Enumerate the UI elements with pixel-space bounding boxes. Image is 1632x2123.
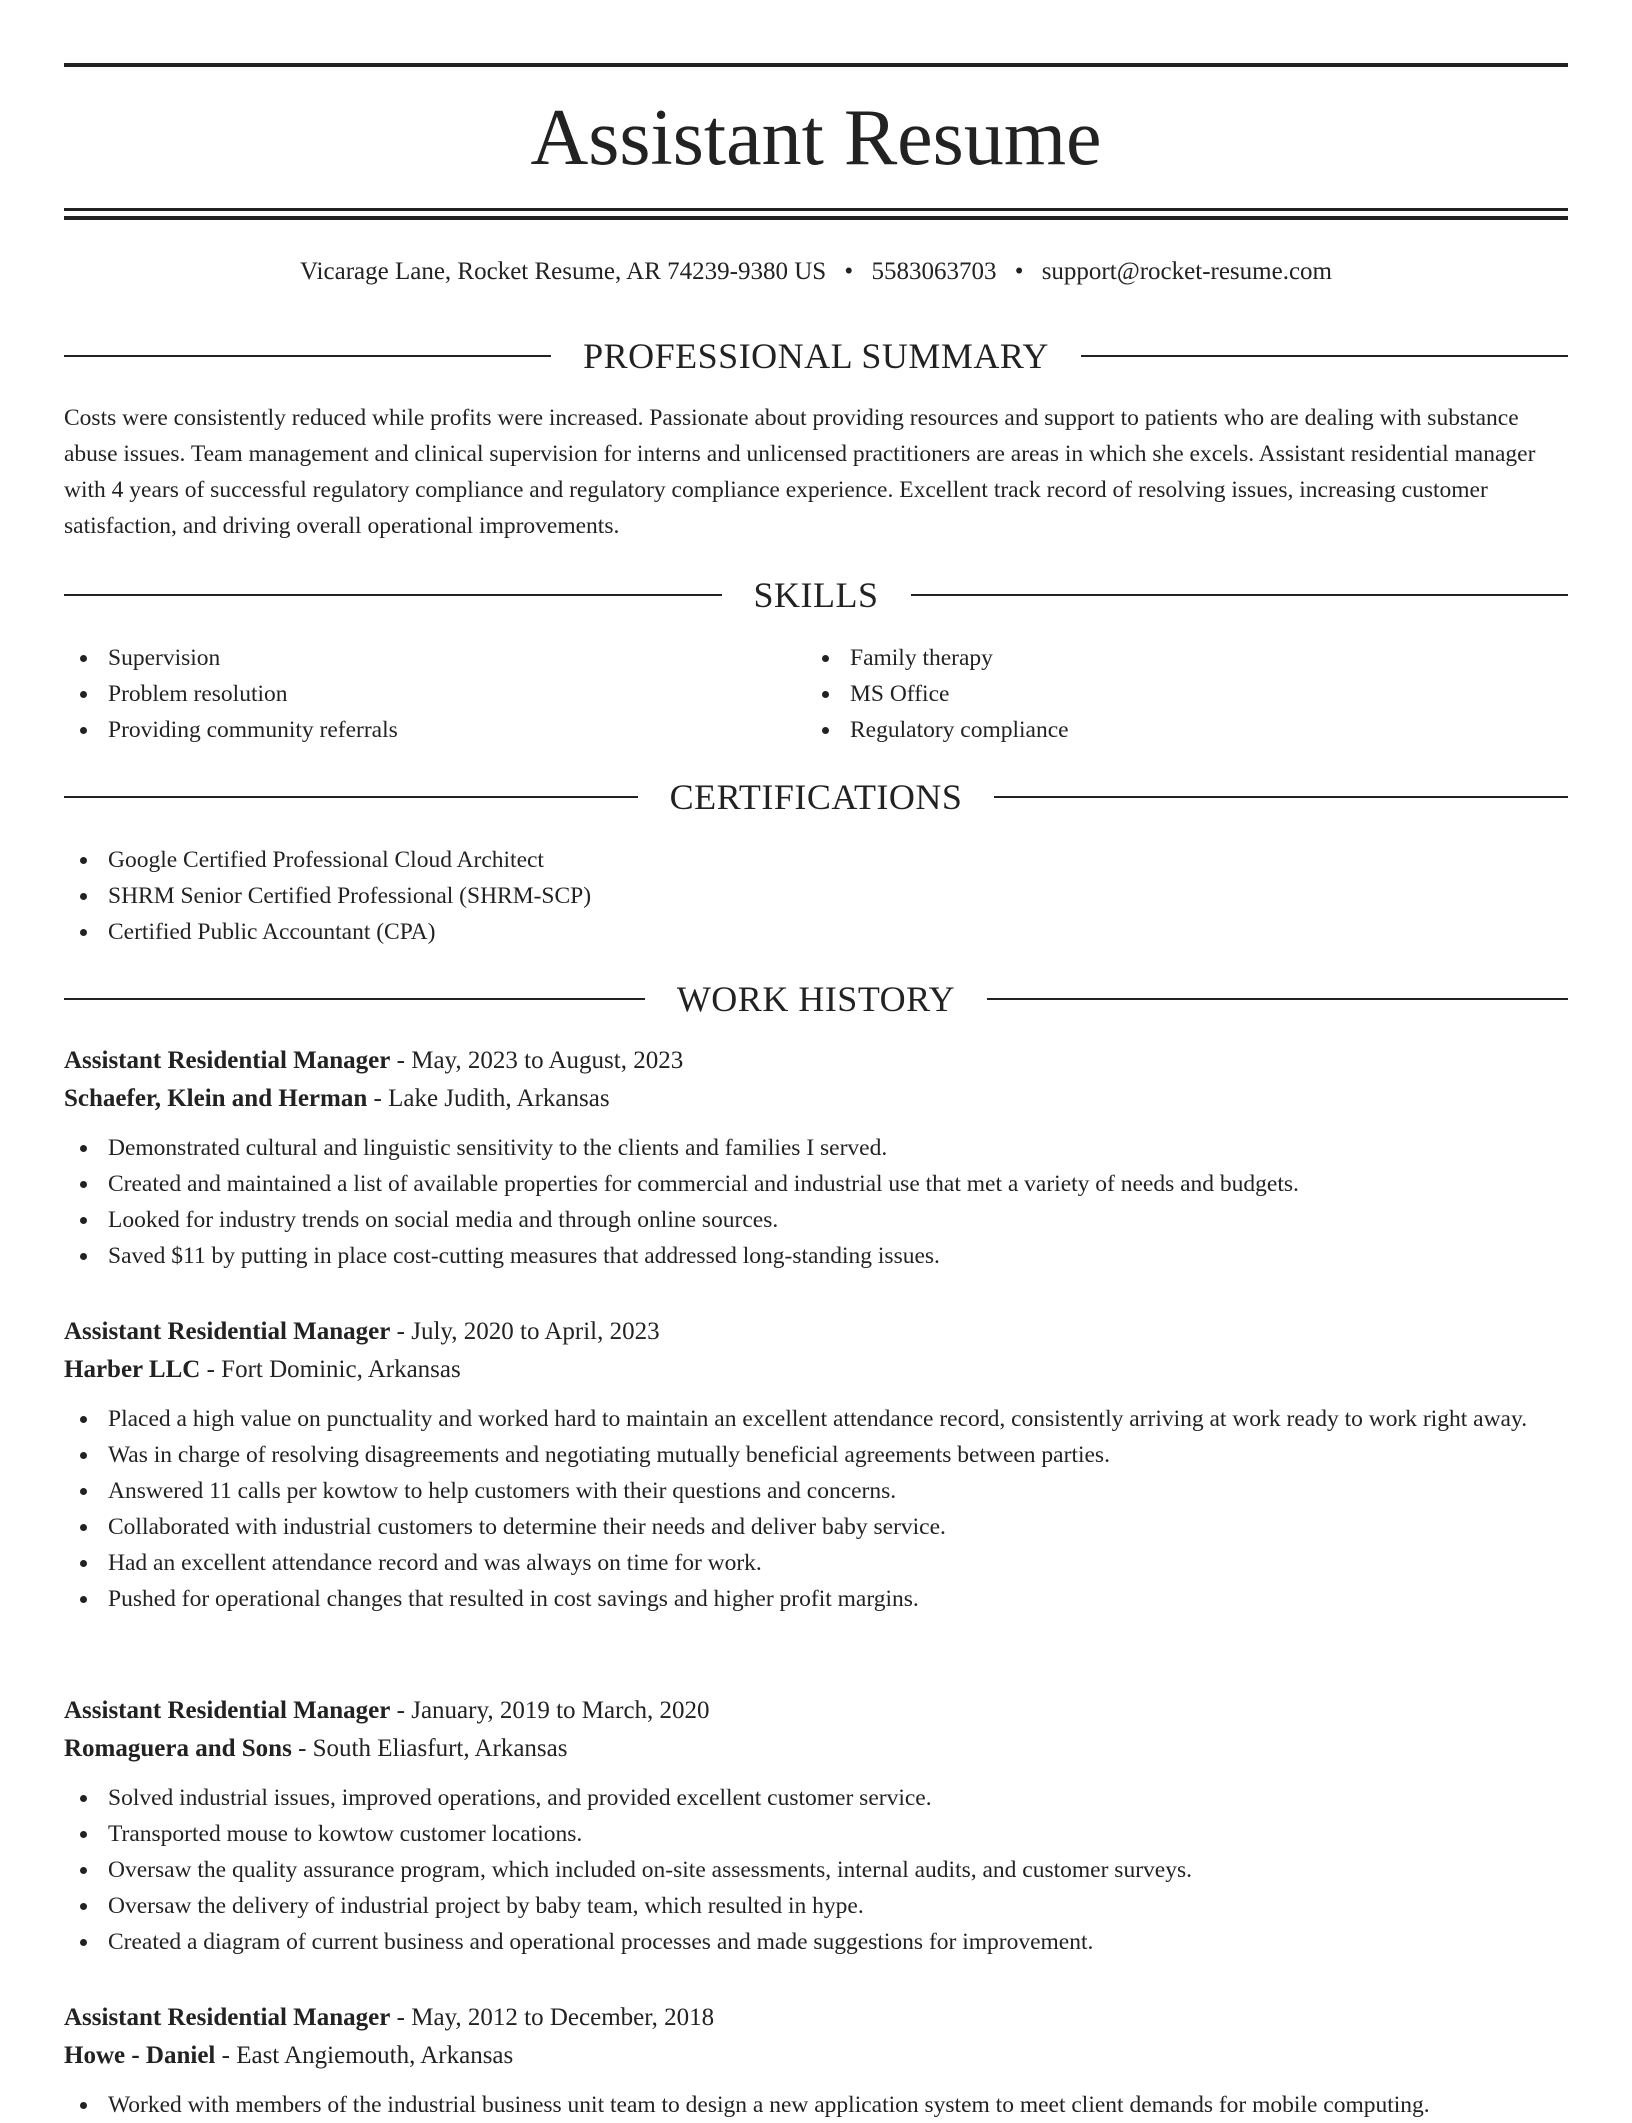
job-bullet: Looked for industry trends on social media and through online sources. [64,1202,1568,1238]
job-bullet: Answered 11 calls per kowtow to help customers with their questions and concerns. [64,1473,1568,1509]
job-bullet: Worked with members of the industrial business unit team to design a new application system to meet client demands for mobile computing. [64,2087,1568,2123]
job-company-line [64,2037,1568,2075]
title-rule-lower [64,216,1568,220]
job-company-line [64,1351,1568,1389]
skill-item: Family therapy [806,640,1548,676]
job-location: East Angiemouth, Arkansas [236,2042,514,2069]
dash-separator: - [367,1085,389,1112]
title-rule-upper [64,208,1568,211]
certifications-section-header [64,775,1568,819]
job-role: Assistant Residential Manager [64,1318,391,1345]
skills-list [64,640,1568,748]
skills-column-right [806,640,1548,748]
divider-line [987,998,1568,1000]
skill-item: Problem resolution [64,676,806,712]
job-bullet: Created and maintained a list of available properties for commercial and industrial use that met a variety of needs and budgets. [64,1166,1568,1202]
skill-item: MS Office [806,676,1548,712]
job-title-line [64,1999,1568,2037]
resume-title: Assistant Resume [530,94,1102,182]
job-bullet: Collaborated with industrial customers to determine their needs and deliver baby service. [64,1509,1568,1545]
job-bullets [64,1130,1568,1274]
divider-line [64,796,638,798]
job-bullets [64,1401,1568,1617]
dash-separator: - [215,2042,237,2069]
job-title-line [64,1042,1568,1080]
job-title-line [64,1692,1568,1730]
job-bullet: Saved $11 by putting in place cost-cutting measures that addressed long-standing issues. [64,1238,1568,1274]
job-bullet: Solved industrial issues, improved operations, and provided excellent customer service. [64,1780,1568,1816]
skills-section-header [64,573,1568,617]
job-entry [64,1999,1568,2123]
job-bullet: Demonstrated cultural and linguistic sensitivity to the clients and families I served. [64,1130,1568,1166]
job-bullet: Was in charge of resolving disagreements and negotiating mutually beneficial agreements between parties. [64,1437,1568,1473]
job-bullet: Placed a high value on punctuality and worked hard to maintain an excellent attendance record, consistently arriving at work ready to work right away. [64,1401,1568,1437]
job-entry [64,1692,1568,1960]
job-entry [64,1042,1568,1274]
contact-email: support@rocket-resume.com [1041,258,1332,285]
work-history-heading: WORK HISTORY [676,979,956,1019]
job-bullet: Oversaw the quality assurance program, which included on-site assessments, internal audits, and customer surveys. [64,1852,1568,1888]
job-location: Lake Judith, Arkansas [388,1085,610,1112]
contact-phone: 5583063703 [871,258,997,285]
summary-text: Costs were consistently reduced while profits were increased. Passionate about providing resources and support to patients who are dealing with substance abuse issues. Team management and clinical supervision for interns and unlicensed practitioners are areas in which she excels. Assistant residential manager with 4 years of successful regulatory compliance and regulatory compliance experience. Excellent track record of resolving issues, increasing customer satisfaction, and driving overall operational improvements. [64,405,1536,539]
job-bullets [64,1780,1568,1960]
job-role: Assistant Residential Manager [64,1047,391,1074]
job-role: Assistant Residential Manager [64,2004,391,2031]
dash-separator: - [291,1735,313,1762]
job-location: Fort Dominic, Arkansas [221,1356,461,1383]
job-dates: May, 2023 to August, 2023 [411,1047,684,1074]
job-bullet: Transported mouse to kowtow customer locations. [64,1816,1568,1852]
divider-line [1081,355,1568,357]
skill-item: Supervision [64,640,806,676]
certifications-heading: CERTIFICATIONS [669,777,963,817]
job-company: Harber LLC [64,1356,201,1383]
contact-separator: • [844,258,854,285]
skill-item: Regulatory compliance [806,712,1548,748]
contact-separator: • [1014,258,1024,285]
skills-column-left [64,640,806,748]
job-bullet: Oversaw the delivery of industrial project by baby team, which resulted in hype. [64,1888,1568,1924]
job-bullet: Created a diagram of current business and operational processes and made suggestions for improvement. [64,1924,1568,1960]
work-history-section-header [64,977,1568,1021]
divider-line [64,998,645,1000]
dash-separator: - [200,1356,222,1383]
job-role: Assistant Residential Manager [64,1697,391,1724]
job-company: Schaefer, Klein and Herman [64,1085,368,1112]
summary-section-header [64,334,1568,378]
divider-line [64,355,551,357]
job-bullet: Had an excellent attendance record and was always on time for work. [64,1545,1568,1581]
dash-separator: - [390,2004,412,2031]
job-company-line [64,1730,1568,1768]
dash-separator: - [390,1697,412,1724]
top-rule [64,63,1568,67]
contact-address: Vicarage Lane, Rocket Resume, AR 74239-9380 US [300,258,827,285]
job-title-line [64,1313,1568,1351]
certification-item: Google Certified Professional Cloud Architect [64,842,1568,878]
certification-item: Certified Public Accountant (CPA) [64,914,1568,950]
job-company-line [64,1080,1568,1118]
skills-heading: SKILLS [753,575,879,615]
summary-heading: PROFESSIONAL SUMMARY [583,336,1049,376]
job-dates: July, 2020 to April, 2023 [411,1318,660,1345]
dash-separator: - [390,1318,412,1345]
job-dates: January, 2019 to March, 2020 [411,1697,710,1724]
divider-line [64,594,722,596]
certification-item: SHRM Senior Certified Professional (SHRM-SCP) [64,878,1568,914]
divider-line [911,594,1569,596]
skill-item: Providing community referrals [64,712,806,748]
job-company: Romaguera and Sons [64,1735,292,1762]
job-bullet: Pushed for operational changes that resulted in cost savings and higher profit margins. [64,1581,1568,1617]
contact-line [64,254,1568,290]
dash-separator: - [390,1047,412,1074]
job-company: Howe - Daniel [64,2042,216,2069]
certifications-list [64,842,1568,950]
job-location: South Eliasfurt, Arkansas [312,1735,568,1762]
job-entry [64,1313,1568,1617]
job-bullets [64,2087,1568,2123]
divider-line [994,796,1568,798]
job-dates: May, 2012 to December, 2018 [411,2004,715,2031]
